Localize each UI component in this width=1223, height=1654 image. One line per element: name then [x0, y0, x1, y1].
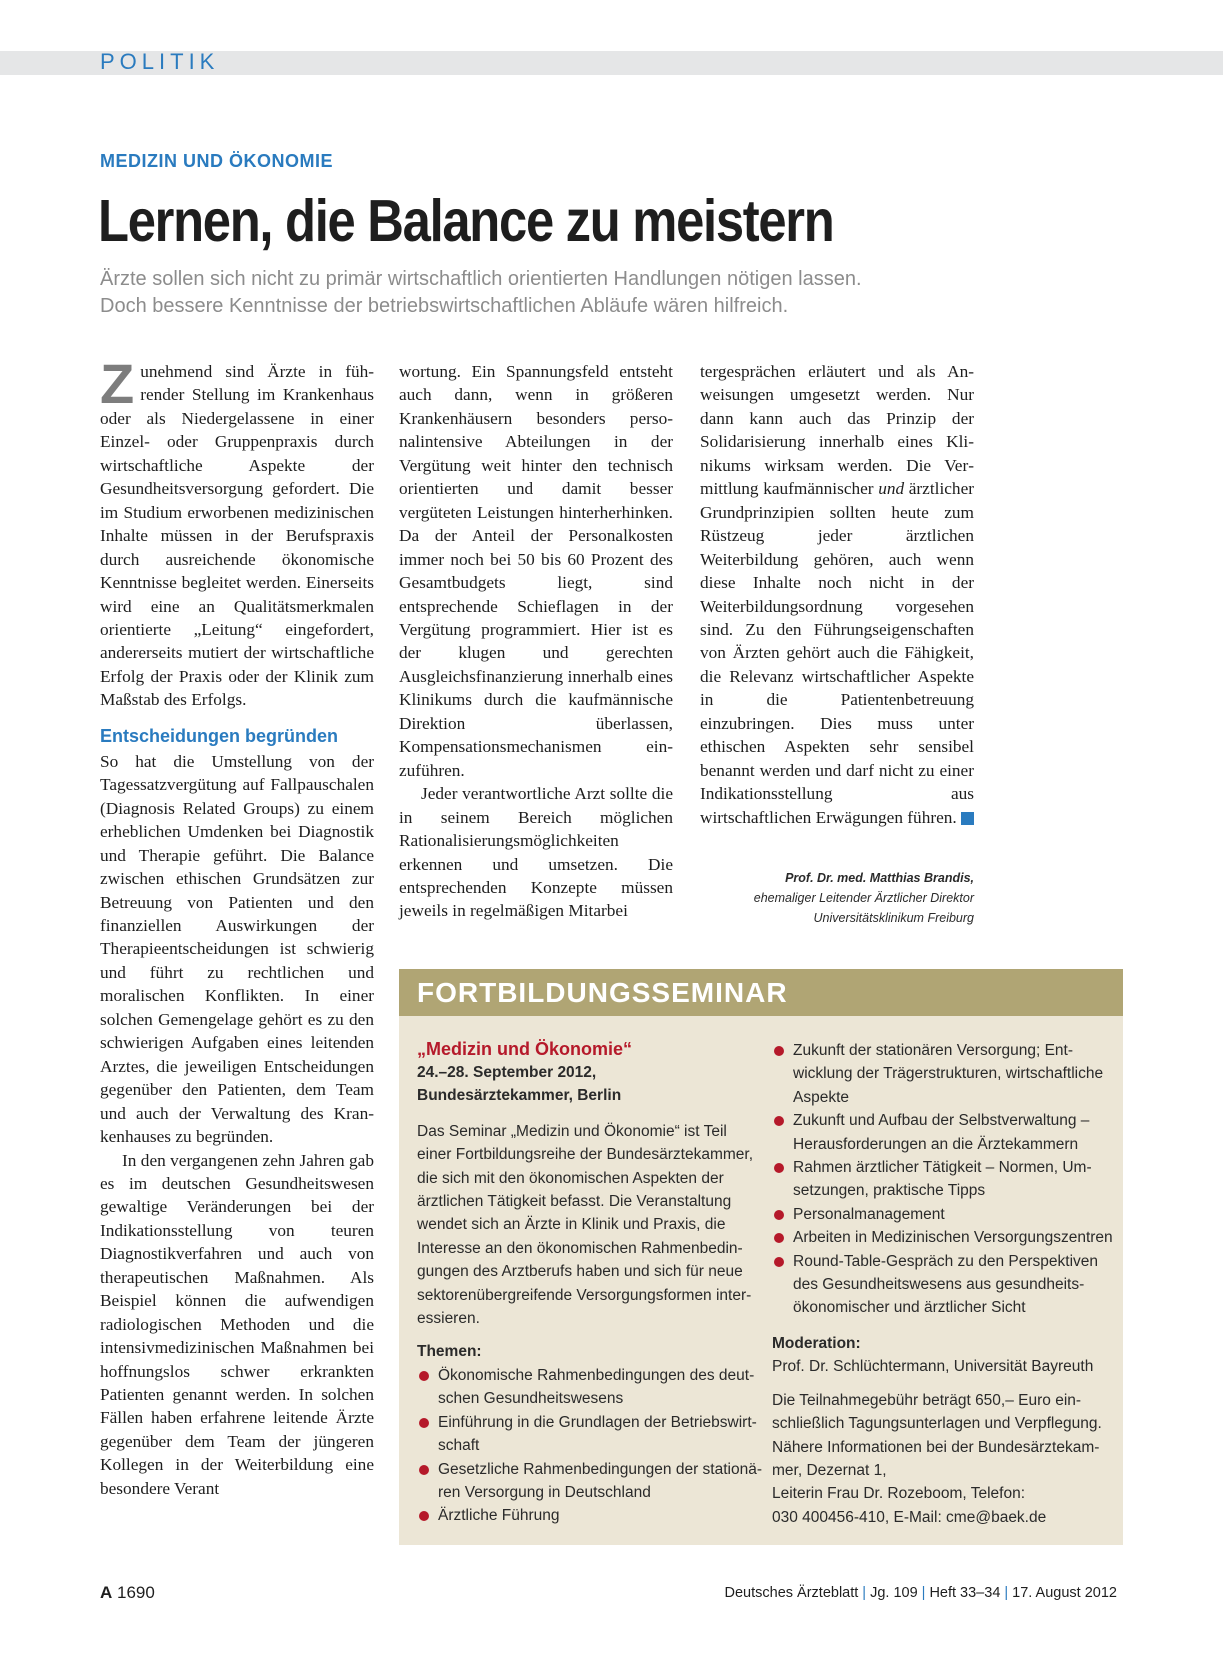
seminar-date: 24.–28. September 2012,	[417, 1064, 597, 1081]
article-column-3	[700, 360, 974, 829]
topic-item	[772, 1203, 1102, 1226]
description-line: sektorenübergreifende Versorgungsformen inter-	[417, 1286, 752, 1304]
publication-name: Deutsches Ärzteblatt	[724, 1585, 859, 1601]
topic-item	[772, 1250, 1102, 1320]
description-line: Das Seminar „Medizin und Ökonomie“ ist Teil	[417, 1122, 727, 1140]
contact-line: Nähere Informationen bei der Bundesärztekam-	[772, 1438, 1100, 1456]
moderator: Prof. Dr. Schlüchtermann, Universität Bayreuth	[772, 1358, 1094, 1376]
description-line: einer Fortbildungsreihe der Bundesärztekammer,	[417, 1146, 754, 1164]
article-paragraph: tergesprächen erläutert und als Anweisungen umgesetzt werden. Nur dann kann auch das Prinzip der Solidarisierung innerhalb eines Klinikums wirksam werden. Die Vermittlung kaufmännischer und ärztlicher Grundprinzipien sollten heute zum Rüstzeug jeder ärztlichen Weiterbildung gehören, auch wenn diese Inhalte noch nicht in der Weiterbildungsordnung vorgesehen sind. Zu den Führungseigenschaften von Ärzten gehört auch die Fähigkeit, die Relevanz wirtschaftlicher Aspekte in die Patientenbetreuung einzubringen. Dies muss unter ethischen Aspekten sehr sensibel benannt werden und darf nicht zu einer Indikationsstellung aus wirtschaftlichen Erwägungen führen.	[700, 362, 974, 827]
contact-line: Die Teilnahmegebühr beträgt 650,– Euro ein-	[772, 1391, 1082, 1409]
topic-item	[417, 1504, 747, 1527]
topic-line: Zukunft und Aufbau der Selbstverwaltung –	[793, 1112, 1090, 1130]
page-number: A 1690	[100, 1583, 155, 1602]
author-role: ehemaliger Leitender Ärztlicher Direktor	[753, 891, 974, 905]
article-paragraph: Zunehmend sind Ärzte in führender Stellung im Krankenhaus oder als Niedergelassene in einer Einzel- oder Gruppenpraxis durch wirtschaftliche Aspekte der Gesundheitsversorgung gefordert. Die im Studium erworbenen medizinischen Inhalte müssen in der Berufspraxis durch ausreichende ökonomische Kenntnisse begleitet werden. Einerseits wird eine an Qualitätsmerkmalen orientierte „Leitung“ eingefordert, andererseits mutiert der wirtschaftliche Erfolg der Praxis oder der Klinik zum Maßstab des Erfolgs.	[100, 352, 374, 710]
article-paragraph: In den vergangenen zehn Jahren gab es im deutschen Gesundheitswesen gewaltige Veränderungen bei der Indikationsstellung von teuren Diagnostikverfahren und auch von therapeutischen Maßnahmen. Als Beispiel können die aufwendigen radiologischen Methoden und die intensivmedizinischen Maßnahmen bei hoffnungslos schwer erkrankten Patienten genannt werden. In solchen Fällen haben erfahrene leitende Ärzte gegenüber dem Team der jüngeren Kollegen in der Weiterbildung eine besondere Verant	[100, 1150, 374, 1498]
deck-line: Doch bessere Kenntnisse der betriebswirtschaftlichen Abläufe wären hilfreich.	[100, 295, 789, 317]
article-paragraph: Jeder verantwortliche Arzt sollte die in seinem Bereich möglichen Rationalisierungsmöglichkeiten erkennen und umsetzen. Die entsprechenden Konzepte müssen jeweils in regelmäßigen Mitarbei	[399, 784, 673, 921]
article-column-1	[100, 352, 374, 1500]
publication-volume: Jg. 109	[870, 1585, 918, 1601]
publication-date: 17. August 2012	[1012, 1585, 1117, 1601]
topic-item	[417, 1458, 762, 1505]
contact-line: schließlich Tagungsunterlagen und Verpflegung.	[772, 1415, 1102, 1433]
topic-line: Ärztliche Führung	[438, 1507, 560, 1525]
topic-line: des Gesundheitswesens aus gesundheits-	[793, 1276, 1085, 1294]
topic-line: Aspekte	[793, 1088, 850, 1106]
topic-line: wicklung der Trägerstrukturen, wirtschaftliche	[793, 1065, 1104, 1083]
author-name: Prof. Dr. med. Matthias Brandis,	[785, 871, 974, 885]
contact-line: Leiterin Frau Dr. Rozeboom, Telefon:	[772, 1485, 1026, 1503]
topic-line: Rahmen ärztlicher Tätigkeit – Normen, Um-	[793, 1159, 1092, 1177]
topic-item	[772, 1226, 1113, 1249]
description-line: die sich mit den ökonomischen Aspekten der	[417, 1169, 724, 1187]
topics-list-right	[772, 1039, 1113, 1320]
end-of-article-mark	[961, 812, 974, 825]
seminar-left-column	[417, 1037, 762, 1528]
topic-line: Arbeiten in Medizinischen Versorgungszentren	[793, 1229, 1113, 1247]
topic-item	[772, 1039, 1102, 1109]
topics-list-left	[417, 1364, 762, 1528]
seminar-contact	[772, 1389, 1102, 1529]
seminar-title: „Medizin und Ökonomie“	[417, 1039, 632, 1059]
moderation-label: Moderation:	[772, 1334, 861, 1352]
description-line: gungen des Arztberufs haben und sich für neue	[417, 1263, 743, 1281]
topic-line: Zukunft der stationären Versorgung; Ent-	[793, 1042, 1074, 1059]
article-kicker: MEDIZIN UND ÖKONOMIE	[100, 151, 333, 171]
drop-cap: Z	[100, 352, 135, 415]
seminar-right-column	[772, 1039, 1113, 1529]
author-block	[700, 868, 974, 928]
topic-line: schaft	[438, 1437, 480, 1455]
seminar-venue: Bundesärztekammer, Berlin	[417, 1087, 622, 1105]
description-line: wendet sich an Ärzte in Klinik und Praxis, die	[417, 1216, 726, 1234]
article-column-2	[399, 360, 673, 923]
article-subhead: Entscheidungen begründen	[100, 725, 339, 746]
topic-item	[417, 1411, 757, 1458]
publication-issue: Heft 33–34	[929, 1585, 1001, 1601]
description-line: Interesse an den ökonomischen Rahmenbedin-	[417, 1239, 743, 1257]
topic-line: Gesetzliche Rahmenbedingungen der stationä-	[438, 1460, 762, 1478]
topic-line: ökonomischer und ärztlicher Sicht	[793, 1299, 1026, 1317]
article-paragraph: wortung. Ein Spannungsfeld entsteht auch dann, wenn in größeren Krankenhäusern besonders personalintensive Abteilungen in der Vergütung weit hinter den technisch orientierten und damit besser vergüteten Leistungen hinterherhinken. Da der Anteil der Personalkosten immer noch bei 50 bis 60 Prozent des Gesamtbudgets liegt, sind entsprechende Schieflagen in der Vergütung programmiert. Hier ist es der klugen und gerechten Ausgleichsfinanzierung innerhalb eines Klinikums durch die kaufmännische Direktion überlassen, Kompensationsmechanismen einzuführen.	[399, 362, 673, 780]
article-paragraph: So hat die Umstellung von der Tagessatzvergütung auf Fallpauschalen (Diagnosis Related Groups) zu einem erheblichen Umdenken bei Diagnostik und Therapie geführt. Die Balance zwischen ethischen Grundsätzen zur Betreuung von Patienten und den finanziellen Auswirkungen der Therapieentscheidungen ist schwierig und führt zu rechtlichen und moralischen Konflikten. In einer solchen Gemengelage gehört es zu den schwierigen Aufgaben eines leitenden Arztes, die jeweiligen Entscheidungen gegenüber den Patienten, dem Team und auch der Verwaltung des Krankenhauses zu begründen.	[100, 751, 374, 1147]
topic-line: Einführung in die Grundlagen der Betriebswirt-	[438, 1413, 757, 1431]
seminar-box	[399, 969, 1123, 1545]
publication-info: Deutsches Ärzteblatt | Jg. 109 | Heft 33–34 | 17. August 2012	[724, 1585, 1117, 1601]
author-organization: Universitätsklinikum Freiburg	[813, 911, 974, 925]
contact-line: mer, Dezernat 1,	[772, 1461, 887, 1479]
topic-line: Round-Table-Gespräch zu den Perspektiven	[793, 1252, 1099, 1270]
topic-line: Personalmanagement	[793, 1205, 945, 1223]
description-line: ärztlichen Tätigkeit befasst. Die Veranstaltung	[417, 1193, 732, 1211]
article-deck	[100, 266, 1000, 320]
contact-line: 030 400456-410, E-Mail: cme@baek.de	[772, 1508, 1047, 1526]
seminar-header: FORTBILDUNGSSEMINAR	[399, 969, 1123, 1016]
topic-item	[772, 1109, 1102, 1156]
article-headline: Lernen, die Balance zu meistern	[98, 188, 834, 254]
seminar-description	[417, 1120, 754, 1331]
themes-label: Themen:	[417, 1343, 482, 1361]
topic-line: Herausforderungen an die Ärztekammern	[793, 1135, 1079, 1153]
section-label: POLITIK	[100, 49, 220, 74]
topic-item	[772, 1156, 1102, 1203]
topic-line: ren Versorgung in Deutschland	[438, 1483, 651, 1501]
topic-line: setzungen, praktische Tipps	[793, 1182, 986, 1200]
topic-line: schen Gesundheitswesens	[438, 1390, 624, 1408]
description-line: essieren.	[417, 1310, 480, 1328]
topic-item	[417, 1364, 755, 1411]
topic-line: Ökonomische Rahmenbedingungen des deut-	[438, 1366, 755, 1384]
deck-line: Ärzte sollen sich nicht zu primär wirtschaftlich orientierten Handlungen nötigen lassen.	[100, 268, 862, 290]
